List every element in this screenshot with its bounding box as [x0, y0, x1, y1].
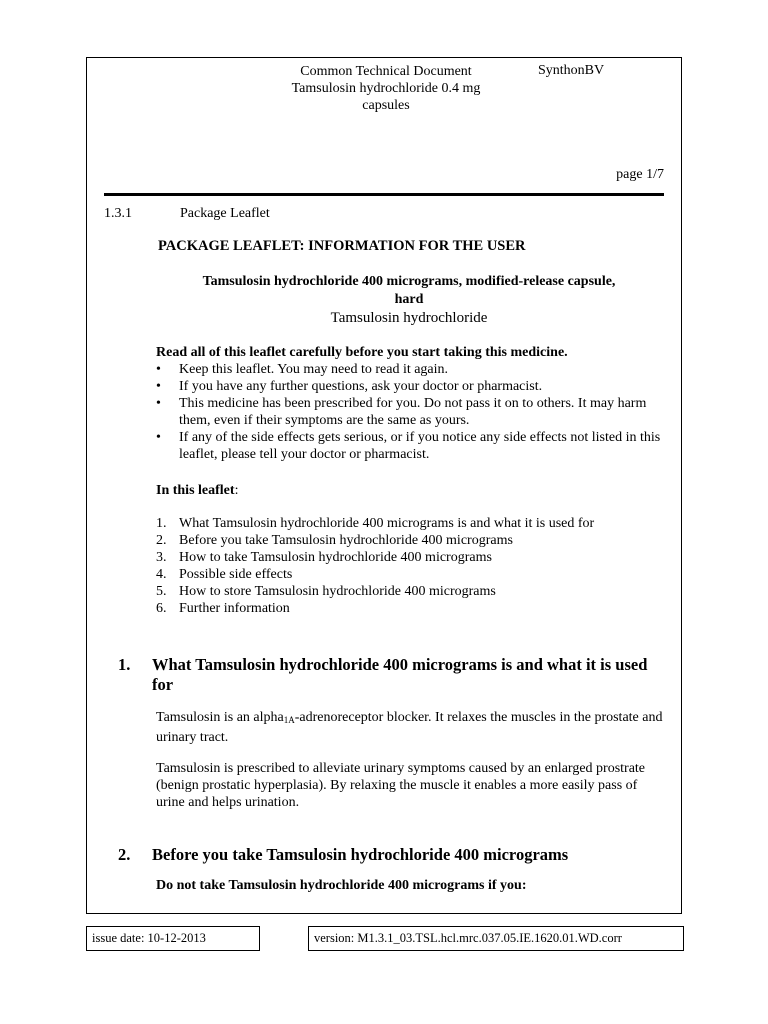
list-item	[156, 532, 676, 549]
section-2-title: Before you take Tamsulosin hydrochloride 400 micrograms	[152, 845, 569, 864]
toc-item-text: Before you take Tamsulosin hydrochloride 400 micrograms	[179, 533, 513, 548]
toc-item-text: Possible side effects	[179, 567, 293, 582]
list-item	[156, 583, 676, 600]
list-item	[156, 549, 676, 566]
toc-item-number: 2.	[156, 533, 167, 548]
product-name-line2: hard	[394, 292, 424, 307]
footer-issue-date: issue date: 10-12-2013	[86, 926, 260, 951]
section-label: Package Leaflet	[180, 206, 270, 221]
toc-item-number: 5.	[156, 584, 167, 599]
header-product: Tamsulosin hydrochloride 0.4 mg	[291, 81, 481, 96]
toc-item-text: What Tamsulosin hydrochloride 400 micrograms is and what it is used for	[179, 516, 595, 531]
intro-heading: Read all of this leaflet carefully before you start taking this medicine.	[156, 345, 568, 360]
section-1-paragraph-2: Tamsulosin is prescribed to alleviate urinary symptoms caused by an enlarged prostrate (benign prostatic hyperplasia). By relaxing the muscle it enables a more easily pass of urine and helps urination.	[156, 761, 646, 810]
list-item	[156, 600, 676, 617]
section-number: 1.3.1	[104, 206, 132, 221]
section-1-p1-subscript: 1A	[283, 715, 295, 725]
footer-version: version: M1.3.1_03.TSL.hcl.mrc.037.05.IE.1620.01.WD.corr	[308, 926, 684, 951]
product-name-line1: Tamsulosin hydrochloride 400 micrograms, modified-release capsule,	[202, 274, 616, 289]
toc-item-number: 1.	[156, 516, 167, 531]
list-item: • If any of the side effects gets serious, or if you notice any side effects not listed in this leaflet, please tell your doctor or pharmacist.	[156, 429, 676, 463]
section-2-subheading: Do not take Tamsulosin hydrochloride 400 micrograms if you:	[156, 878, 527, 893]
toc-heading	[156, 483, 238, 499]
page-number: page 1/7	[616, 167, 664, 182]
list-item: • If you have any further questions, ask your doctor or pharmacist.	[156, 378, 676, 395]
active-substance: Tamsulosin hydrochloride	[330, 310, 488, 326]
list-item: • Keep this leaflet. You may need to read it again.	[156, 361, 676, 378]
header-company: SynthonBV	[538, 63, 605, 78]
toc-heading-colon: :	[234, 483, 239, 498]
main-title: PACKAGE LEAFLET: INFORMATION FOR THE USER	[158, 238, 526, 254]
header-dosage-form: capsules	[362, 98, 410, 113]
toc-item-number: 3.	[156, 550, 167, 565]
section-1-p1-text-a: Tamsulosin is an alpha	[156, 710, 284, 725]
section-2-number: 2.	[118, 845, 131, 864]
list-item	[156, 515, 676, 532]
toc-list	[156, 515, 676, 617]
header-doc-title: Common Technical Document	[300, 64, 472, 79]
toc-item-text: How to store Tamsulosin hydrochloride 400 micrograms	[179, 584, 496, 599]
list-item: • This medicine has been prescribed for you. Do not pass it on to others. It may harm them, even if their symptoms are the same as yours.	[156, 395, 676, 429]
toc-heading-text: In this leaflet	[156, 483, 235, 498]
section-1-paragraph-1	[156, 709, 666, 746]
toc-item-text: Further information	[179, 601, 290, 616]
list-item	[156, 566, 676, 583]
document-header	[276, 63, 496, 114]
intro-bullet-list	[156, 361, 676, 463]
header-rule	[104, 193, 664, 196]
toc-item-number: 6.	[156, 601, 167, 616]
section-1-title: What Tamsulosin hydrochloride 400 micrograms is and what it is used for	[152, 655, 648, 694]
toc-item-number: 4.	[156, 567, 167, 582]
section-1-number: 1.	[118, 655, 131, 674]
section-1-p1-text-b: -adrenoreceptor blocker. It relaxes the muscles in the prostate and urinary tract.	[156, 710, 663, 745]
toc-item-text: How to take Tamsulosin hydrochloride 400 micrograms	[179, 550, 492, 565]
